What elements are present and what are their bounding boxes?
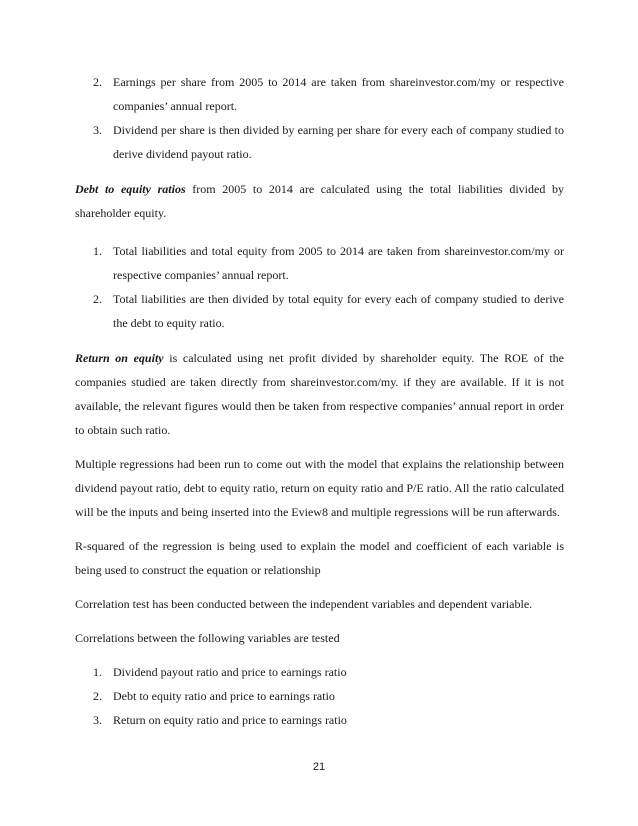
- list-item-number: 1.: [93, 244, 102, 258]
- correlations-tested-paragraph: Correlations between the following variables are tested: [75, 631, 340, 645]
- debt-steps-list: [75, 239, 564, 335]
- list-item-number: 1.: [93, 665, 102, 679]
- return-on-equity-text: is calculated using net profit divided by shareholder equity. The ROE of the companies studied are taken directly from shareinvestor.com/my. if they are available. If it is not available, the relevant figures would then be taken from respective companies’ annual report in order to obtain such ratio.: [75, 351, 564, 437]
- regressions-paragraph: Multiple regressions had been run to come out with the model that explains the relationship between dividend payout ratio, debt to equity ratio, return on equity ratio and P/E ratio. All the ratio calculated will be the inputs and being inserted into the Eview8 and multiple regressions will be run afterwards.: [75, 457, 564, 519]
- list-item-number: 2.: [93, 75, 102, 89]
- list-item: [75, 287, 564, 335]
- return-on-equity-paragraph: [75, 346, 564, 442]
- debt-to-equity-text: from 2005 to 2014 are calculated using the total liabilities divided by shareholder equity.: [75, 182, 564, 220]
- debt-to-equity-term: Debt to equity ratios: [75, 182, 186, 196]
- list-item-text: Total liabilities are then divided by total equity for every each of company studied to derive the debt to equity ratio.: [113, 292, 564, 330]
- list-item-number: 2.: [93, 292, 102, 306]
- list-item: [75, 684, 564, 708]
- list-item: [75, 70, 564, 118]
- correlation-pairs-list: [75, 660, 564, 732]
- list-item-number: 3.: [93, 123, 102, 137]
- r-squared-paragraph: R-squared of the regression is being used to explain the model and coefficient of each variable is being used to construct the equation or relationship: [75, 539, 564, 577]
- list-item: [75, 708, 564, 732]
- list-item-text: Dividend per share is then divided by earning per share for every each of company studied to derive dividend payout ratio.: [113, 123, 564, 161]
- list-item-text: Dividend payout ratio and price to earnings ratio: [113, 665, 347, 679]
- page-number: 21: [312, 761, 326, 773]
- list-item-text: Return on equity ratio and price to earnings ratio: [113, 713, 347, 727]
- list-item: [75, 660, 564, 684]
- list-item-number: 3.: [93, 713, 102, 727]
- list-item-text: Earnings per share from 2005 to 2014 are taken from shareinvestor.com/my or respective companies’ annual report.: [113, 75, 564, 113]
- list-item: [75, 239, 564, 287]
- correlation-test-paragraph: Correlation test has been conducted between the independent variables and dependent variable.: [75, 597, 533, 611]
- return-on-equity-term: Return on equity: [75, 351, 164, 365]
- list-item-text: Debt to equity ratio and price to earnings ratio: [113, 689, 335, 703]
- earnings-steps-list: [75, 70, 564, 166]
- debt-to-equity-paragraph: [75, 177, 564, 225]
- list-item: [75, 118, 564, 166]
- list-item-text: Total liabilities and total equity from 2005 to 2014 are taken from shareinvestor.com/my or respective companies’ annual report.: [113, 244, 564, 282]
- list-item-number: 2.: [93, 689, 102, 703]
